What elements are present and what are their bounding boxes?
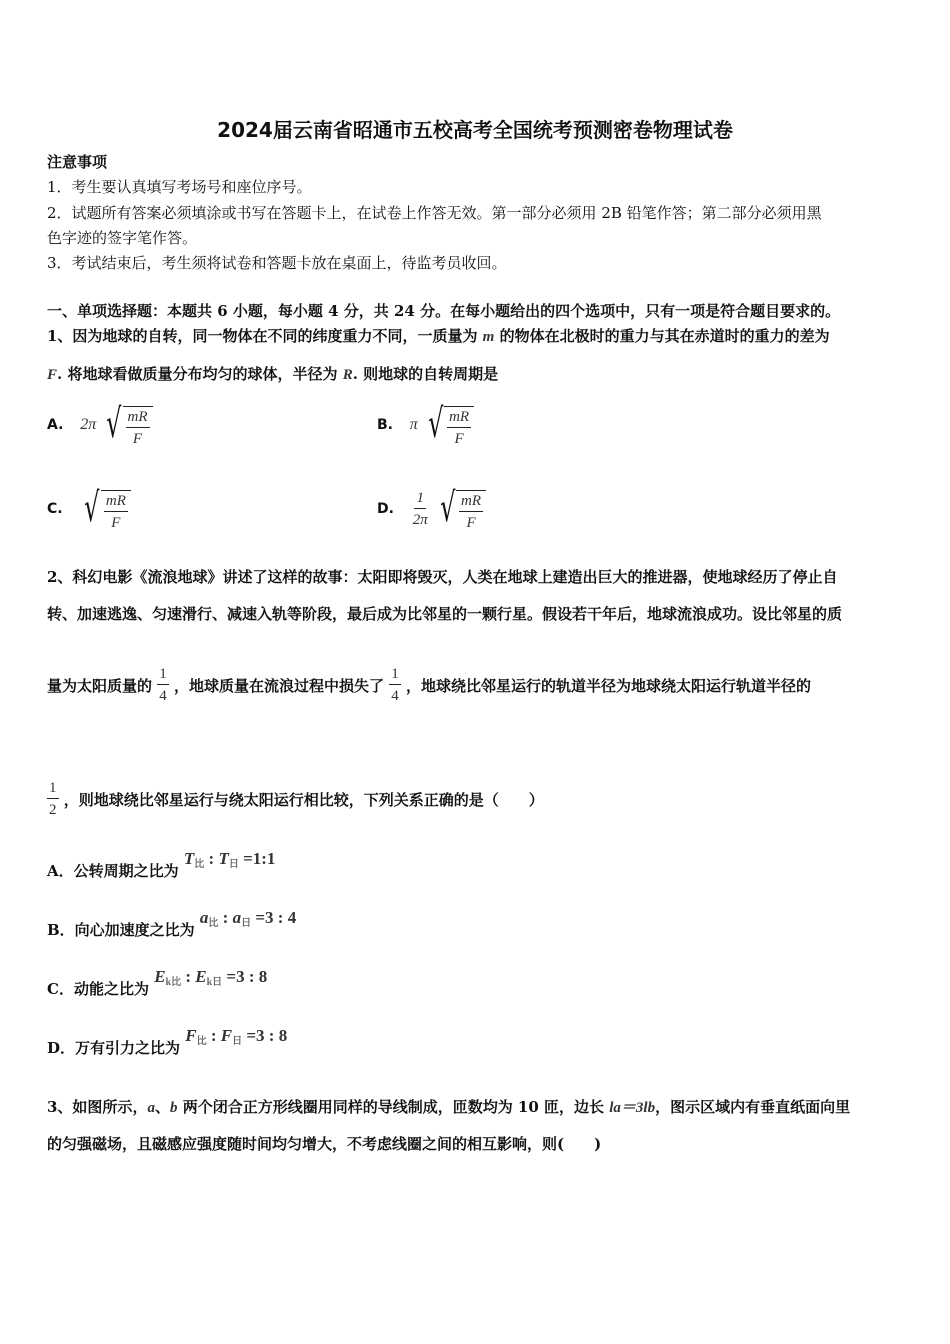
q2-option-b[interactable]: B．向心加速度之比为 $a_比$ : $a_日 =3$ : 4: [47, 908, 297, 939]
q3-stem-line1: 3、如图所示，a、b 两个闭合正方形线圈用同样的导线制成，匝数均为 10 匝，边长 la＝3lb，图示区域内有垂直纸面向里: [47, 1098, 851, 1116]
notice-heading: 注意事项: [47, 153, 108, 171]
q1-option-b[interactable]: B. π √ $\frac{mR}{F}$: [377, 400, 474, 450]
notice-item: 1．考生要认真填写考场号和座位序号。: [47, 178, 312, 196]
q2-stem-line4: $\frac{1}{2}$ ，则地球绕比邻星运行与绕太阳运行相比较，下列关系正确的是（ ）: [49, 780, 544, 818]
q2-option-c[interactable]: C．动能之比为 $E_{k比}$ : $E_{k日} =3$ : 8: [47, 967, 268, 998]
q1-option-d[interactable]: D. $\frac{1}{2\pi}$ √ $\frac{mR}{F}$: [377, 484, 486, 534]
q3-stem-line2: 的匀强磁场，且磁感应强度随时间均匀增大，不考虑线圈之间的相互影响，则( ): [47, 1135, 602, 1153]
q2-stem-line3: 量为太阳质量的 $\frac{1}{4}$ ，地球质量在流浪过程中损失了 $\frac{1}{4}$ ，地球绕比邻星运行的轨道半径为地球绕太阳运行轨道半径的: [47, 666, 811, 704]
notice-item: 2．试题所有答案必须填涂或书写在答题卡上，在试卷上作答无效。第一部分必须用 2B 铅笔作答；第二部分必须用黑: [47, 204, 822, 222]
section-heading: 一、单项选择题：本题共 6 小题，每小题 4 分，共 24 分。在每小题给出的四个选项中，只有一项是符合题目要求的。: [47, 302, 841, 320]
notice-item: 色字迹的签字笔作答。: [47, 229, 198, 247]
page-title: 2024届云南省昭通市五校高考全国统考预测密卷物理试卷: [217, 118, 733, 142]
q2-option-d[interactable]: D．万有引力之比为 $F_比$ : $F_日 =3$ : 8: [47, 1026, 288, 1057]
q2-option-a[interactable]: A．公转周期之比为 $T_比$ : $T_日$ =1:1: [47, 849, 276, 880]
q1-option-c[interactable]: C. √ $\frac{mR}{F}$: [47, 484, 131, 534]
q1-stem-line2: F. 将地球看做质量分布均匀的球体，半径为 R. 则地球的自转周期是: [47, 365, 499, 383]
q1-option-a[interactable]: A. 2π √ $\frac{mR}{F}$: [47, 400, 153, 450]
q2-stem-line1: 2、科幻电影《流浪地球》讲述了这样的故事：太阳即将毁灭，人类在地球上建造出巨大的推进器，使地球经历了停止自: [47, 568, 838, 586]
notice-item: 3．考试结束后，考生须将试卷和答题卡放在桌面上，待监考员收回。: [47, 254, 507, 272]
q2-stem-line2: 转、加速逃逸、匀速滑行、减速入轨等阶段，最后成为比邻星的一颗行星。假设若干年后，地球流浪成功。设比邻星的质: [47, 605, 843, 623]
q1-stem-line1: 1、因为地球的自转，同一物体在不同的纬度重力不同，一质量为 m 的物体在北极时的重力与其在赤道时的重力的差为: [47, 327, 830, 345]
